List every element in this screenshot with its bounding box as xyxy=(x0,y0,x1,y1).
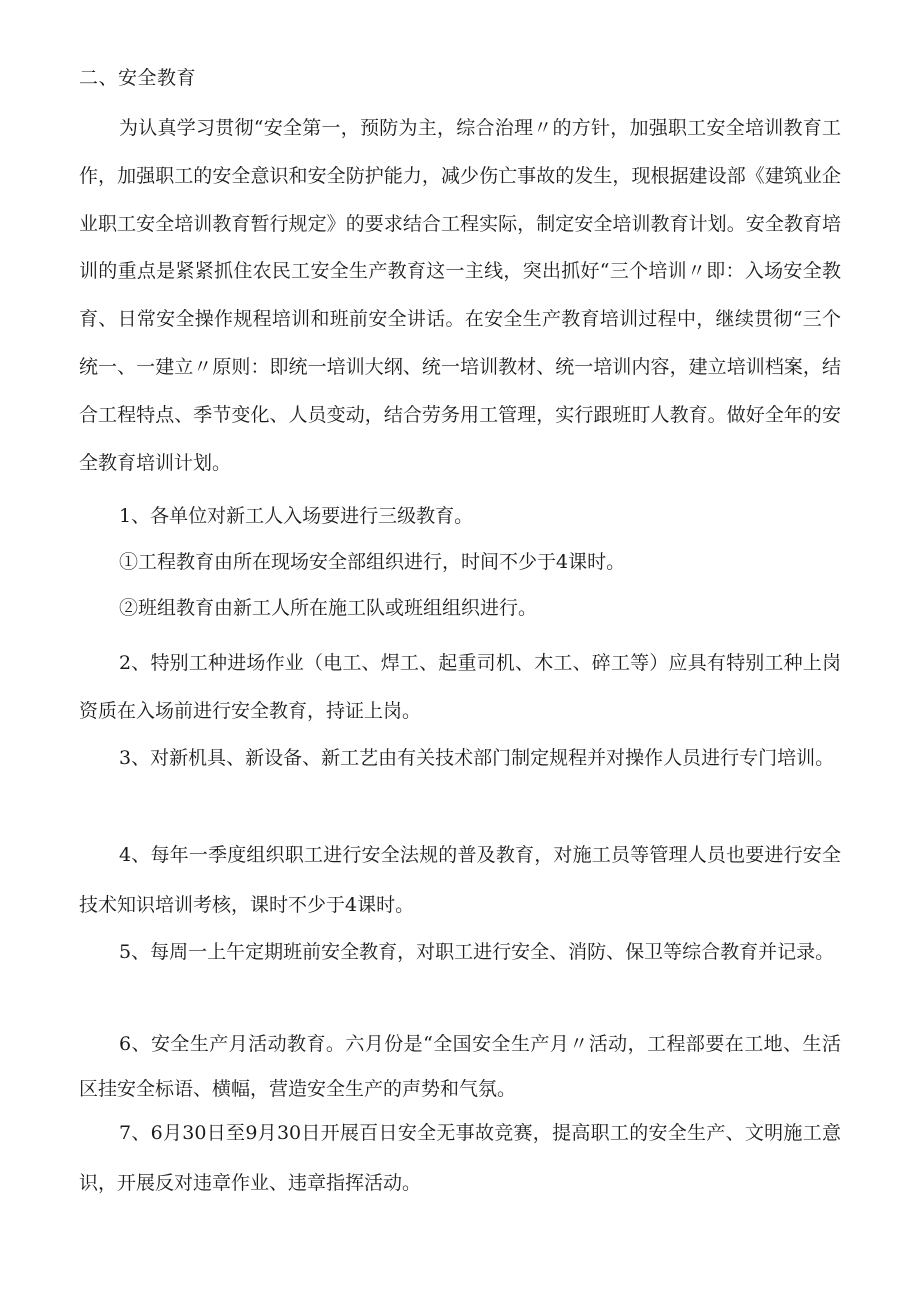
intro-paragraph: 为认真学习贯彻“安全第一，预防为主，综合治理〃的方针，加强职工安全培训教育工作，加强职工的安全意识和安全防护能力，减少伤亡事故的发生，现根据建设部《建筑业企业职工安全培训教育暂行规定》的要求结合工程实际，制定安全培训教育计划。安全教育培训的重点是紧紧抓住农民工安全生产教育这一主线，突出抓好“三个培训〃即：入场安全教育、日常安全操作规程培训和班前安全讲话。在安全生产教育培训过程中，继续贯彻“三个统一、一建立〃原则：即统一培训大纲、统一培训教材、统一培训内容，建立培训档案，结合工程特点、季节变化、人员变动，结合劳务用工管理，实行跟班盯人教育。做好全年的安全教育培训计划。 xyxy=(79,117,841,474)
item-6-paragraph: 6、安全生产月活动教育。六月份是“全国安全生产月〃活动，工程部要在工地、生活区挂安全标语、横幅，营造安全生产的声势和气氛。 xyxy=(79,1033,841,1100)
item-1b-paragraph: ②班组教育由新工人所在施工队或班组组织进行。 xyxy=(119,597,538,619)
item-1-paragraph: 1、各单位对新工人入场要进行三级教育。 xyxy=(119,505,474,527)
item-4-paragraph: 4、每年一季度组织职工进行安全法规的普及教育，对施工员等管理人员也要进行安全技术知识培训考核，课时不少于4课时。 xyxy=(79,844,841,916)
item-3-paragraph: 3、对新机具、新设备、新工艺由有关技术部门制定规程并对操作人员进行专门培训。 xyxy=(119,747,835,769)
item-7-paragraph: 7、6月30日至9月30日开展百日安全无事故竞赛，提高职工的安全生产、文明施工意识，开展反对违章作业、违章指挥活动。 xyxy=(79,1122,841,1194)
item-2-paragraph: 2、特别工种进场作业（电工、焊工、起重司机、木工、碎工等）应具有特别工种上岗资质在入场前进行安全教育，持证上岗。 xyxy=(79,652,841,722)
item-5-paragraph: 5、每周一上午定期班前安全教育，对职工进行安全、消防、保卫等综合教育并记录。 xyxy=(119,941,835,963)
item-1a-paragraph: ①工程教育由所在现场安全部组织进行，时间不少于4课时。 xyxy=(119,551,626,573)
section-heading: 二、安全教育 xyxy=(79,67,197,89)
